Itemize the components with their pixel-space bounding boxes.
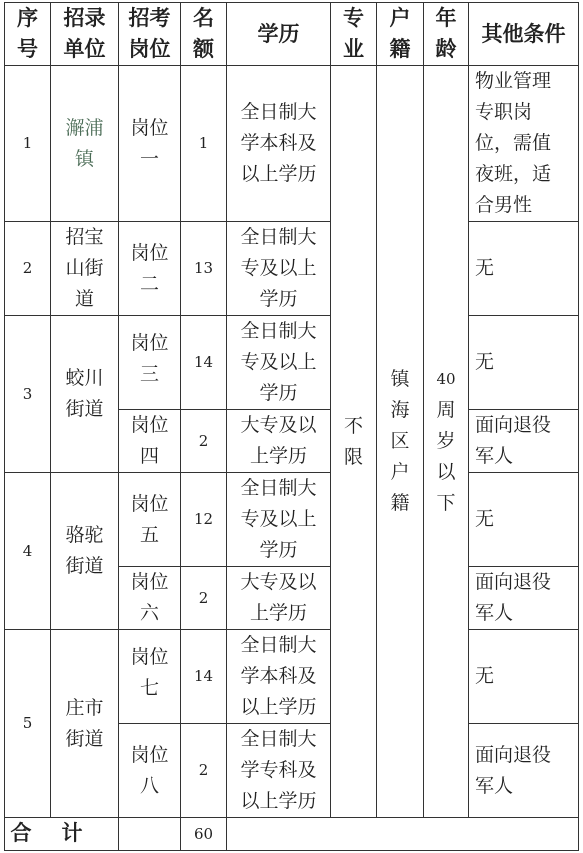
quota-cell: 2 <box>181 567 227 630</box>
education-cell: 全日制大学专科及以上学历 <box>227 724 331 818</box>
post-cell: 岗位三 <box>119 316 181 410</box>
table-row <box>5 630 579 724</box>
total-label: 合计 <box>5 818 119 851</box>
header-row <box>5 3 579 66</box>
total-remaining-cell <box>227 818 579 851</box>
education-cell: 全日制大学本科及以上学历 <box>227 66 331 222</box>
education-cell: 全日制大专及以上学历 <box>227 222 331 316</box>
quota-cell: 2 <box>181 410 227 473</box>
age-cell <box>424 66 469 818</box>
quota-cell: 12 <box>181 473 227 567</box>
post-cell: 岗位二 <box>119 222 181 316</box>
post-cell: 岗位七 <box>119 630 181 724</box>
header-cell-no: 序号 <box>5 3 51 66</box>
quota-cell: 13 <box>181 222 227 316</box>
table-row <box>5 316 579 410</box>
education-cell: 大专及以上学历 <box>227 410 331 473</box>
other-cell: 面向退役军人 <box>469 724 579 818</box>
total-empty-cell <box>119 818 181 851</box>
quota-cell: 14 <box>181 630 227 724</box>
unit-cell: 骆驼街道 <box>51 473 119 630</box>
education-cell: 全日制大学本科及以上学历 <box>227 630 331 724</box>
other-cell: 无 <box>469 316 579 410</box>
row-number: 2 <box>5 222 51 316</box>
total-quota: 60 <box>181 818 227 851</box>
post-cell: 岗位五 <box>119 473 181 567</box>
education-cell: 全日制大专及以上学历 <box>227 316 331 410</box>
header-cell-education: 学历 <box>227 3 331 66</box>
hukou-cell: 镇海区户籍 <box>377 66 424 818</box>
other-cell: 面向退役军人 <box>469 567 579 630</box>
header-cell-hukou: 户籍 <box>377 3 424 66</box>
row-number: 5 <box>5 630 51 818</box>
other-cell: 无 <box>469 630 579 724</box>
table-row <box>5 66 579 222</box>
unit-cell: 招宝山街道 <box>51 222 119 316</box>
other-cell: 无 <box>469 222 579 316</box>
post-cell: 岗位四 <box>119 410 181 473</box>
row-number: 3 <box>5 316 51 473</box>
unit-cell: 澥浦镇 <box>51 66 119 222</box>
other-cell: 物业管理专职岗位，需值夜班，适合男性 <box>469 66 579 222</box>
age-text: 周岁以下 <box>436 399 456 514</box>
header-cell-age: 年龄 <box>424 3 469 66</box>
total-row <box>5 818 579 851</box>
header-cell-post: 招考岗位 <box>119 3 181 66</box>
post-cell: 岗位八 <box>119 724 181 818</box>
table-row <box>5 473 579 567</box>
education-cell: 全日制大专及以上学历 <box>227 473 331 567</box>
unit-cell: 蛟川街道 <box>51 316 119 473</box>
row-number: 1 <box>5 66 51 222</box>
row-number: 4 <box>5 473 51 630</box>
age-number: 40 <box>436 370 456 388</box>
quota-cell: 1 <box>181 66 227 222</box>
quota-cell: 2 <box>181 724 227 818</box>
table-row <box>5 222 579 316</box>
other-cell: 面向退役军人 <box>469 410 579 473</box>
quota-cell: 14 <box>181 316 227 410</box>
recruitment-table-container <box>4 2 579 851</box>
header-cell-unit: 招录单位 <box>51 3 119 66</box>
recruitment-table <box>4 2 579 851</box>
other-cell: 无 <box>469 473 579 567</box>
major-cell: 不限 <box>331 66 377 818</box>
header-cell-other: 其他条件 <box>469 3 579 66</box>
post-cell: 岗位六 <box>119 567 181 630</box>
post-cell: 岗位一 <box>119 66 181 222</box>
header-cell-major: 专业 <box>331 3 377 66</box>
header-cell-quota: 名额 <box>181 3 227 66</box>
education-cell: 大专及以上学历 <box>227 567 331 630</box>
unit-cell: 庄市街道 <box>51 630 119 818</box>
